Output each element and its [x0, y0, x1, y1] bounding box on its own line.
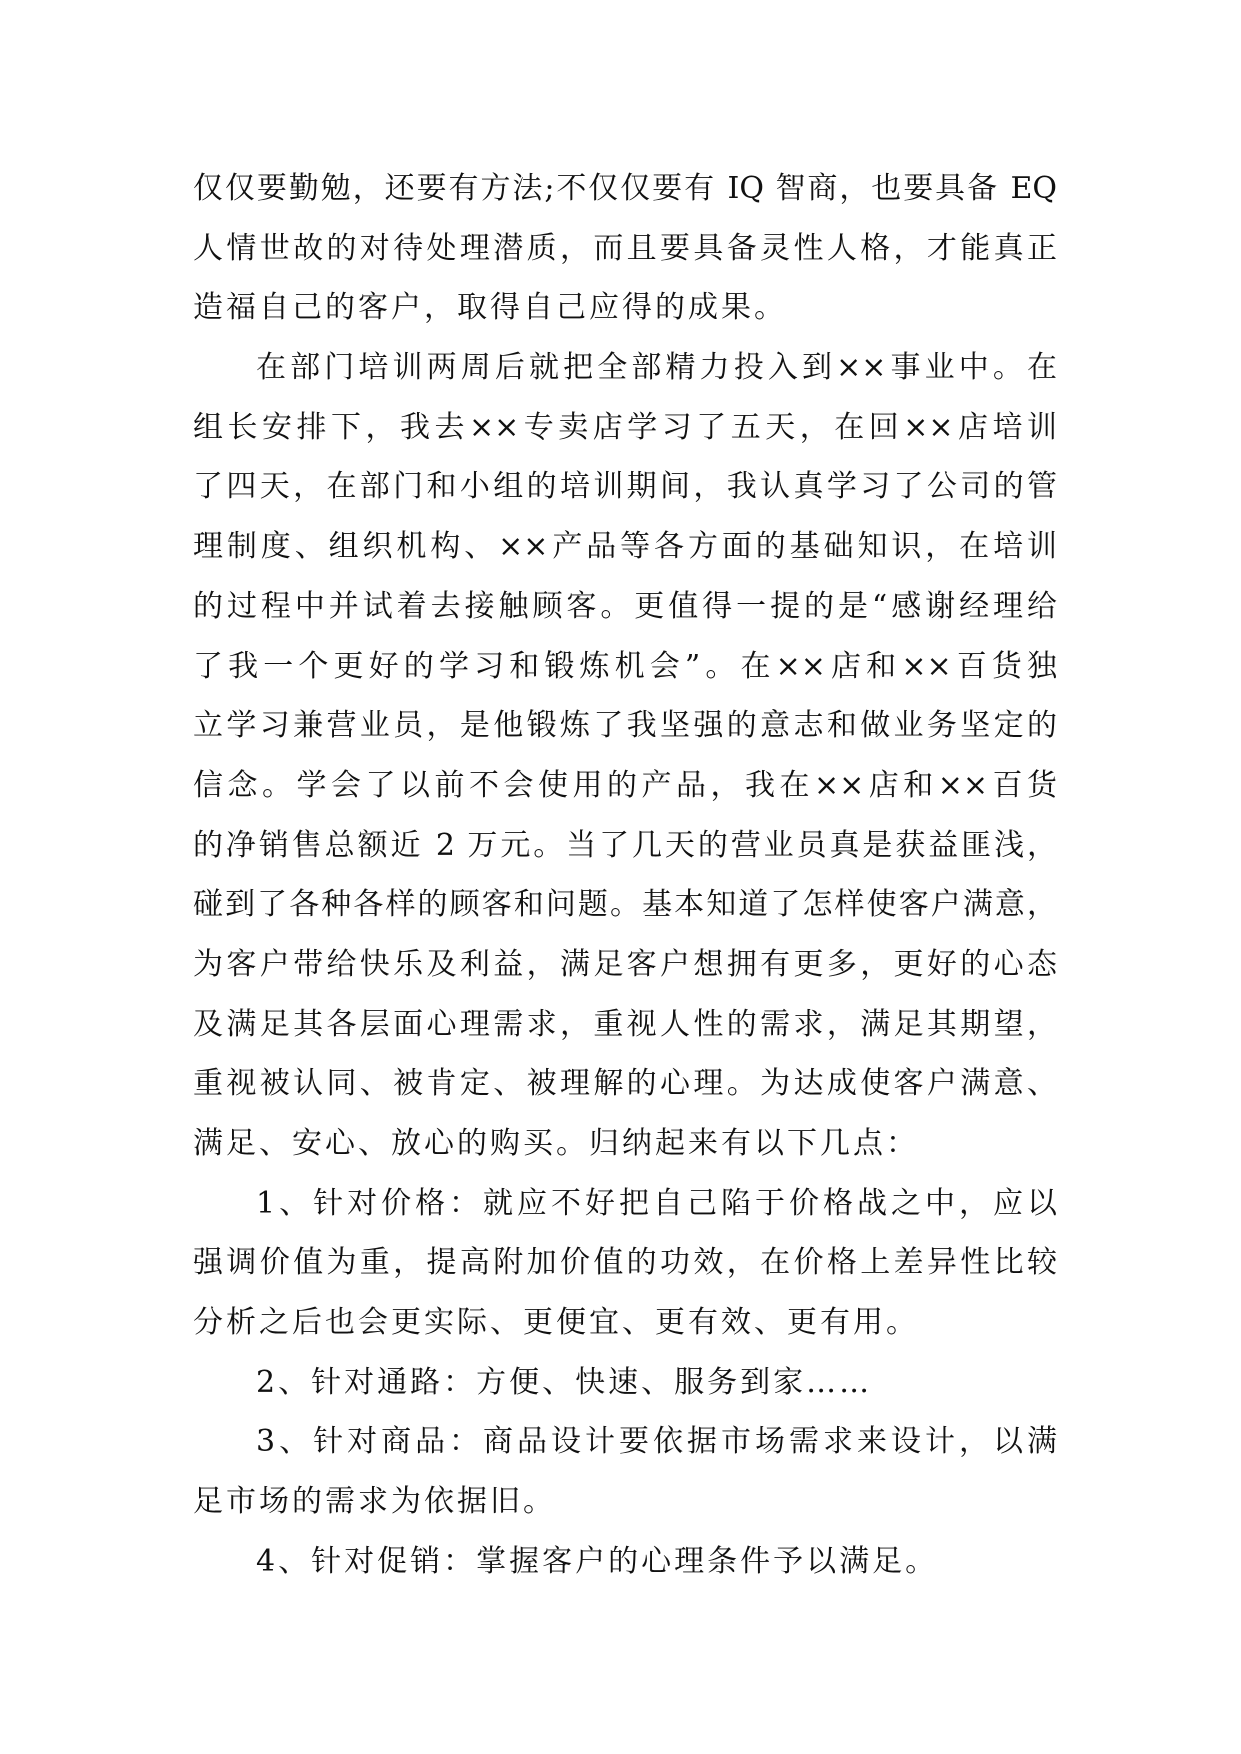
text-line: 重视被认同、被肯定、被理解的心理。为达成使客户满意、	[193, 1066, 1057, 1102]
text-line: 3、针对商品：商品设计要依据市场需求来设计，以满	[256, 1424, 1057, 1460]
paragraph	[193, 338, 1057, 1174]
paragraph	[193, 1532, 1057, 1592]
text-line: 了我一个更好的学习和锻炼机会”。在××店和××百货独	[193, 648, 1057, 684]
text-line: 造福自己的客户，取得自己应得的成果。	[193, 290, 787, 326]
text-line: 人情世故的对待处理潜质，而且要具备灵性人格，才能真正	[193, 230, 1057, 266]
text-line: 理制度、组织机构、××产品等各方面的基础知识，在培训	[193, 529, 1057, 565]
paragraph	[193, 1353, 1057, 1413]
paragraph	[193, 1412, 1057, 1531]
text-line: 为客户带给快乐及利益，满足客户想拥有更多，更好的心态	[193, 946, 1057, 982]
body-text	[193, 159, 1057, 1592]
text-line: 立学习兼营业员，是他锻炼了我坚强的意志和做业务坚定的	[193, 708, 1057, 744]
text-line: 在部门培训两周后就把全部精力投入到××事业中。在	[256, 350, 1057, 386]
text-line: 仅仅要勤勉，还要有方法;不仅仅要有 IQ 智商，也要具备 EQ	[193, 171, 1057, 206]
text-line: 碰到了各种各样的顾客和问题。基本知道了怎样使客户满意，	[193, 887, 1057, 923]
text-line: 4、针对促销：掌握客户的心理条件予以满足。	[256, 1543, 939, 1579]
text-line: 1、针对价格：就应不好把自己陷于价格战之中，应以	[256, 1185, 1057, 1221]
text-line: 分析之后也会更实际、更便宜、更有效、更有用。	[193, 1305, 919, 1341]
text-line: 满足、安心、放心的购买。归纳起来有以下几点：	[193, 1126, 919, 1161]
text-line: 及满足其各层面心理需求，重视人性的需求，满足其期望，	[193, 1006, 1057, 1042]
text-line: 足市场的需求为依据旧。	[193, 1484, 556, 1520]
text-line: 组长安排下，我去××专卖店学习了五天，在回××店培训	[193, 409, 1057, 445]
paragraph	[193, 1174, 1057, 1353]
text-line: 的过程中并试着去接触顾客。更值得一提的是“感谢经理给	[193, 588, 1057, 624]
text-line: 了四天，在部门和小组的培训期间，我认真学习了公司的管	[193, 469, 1057, 505]
text-line: 强调价值为重，提高附加价值的功效，在价格上差异性比较	[193, 1245, 1057, 1281]
text-line: 2、针对通路：方便、快速、服务到家……	[256, 1364, 873, 1400]
text-line: 信念。学会了以前不会使用的产品，我在××店和××百货	[193, 767, 1057, 803]
text-line: 的净销售总额近 2 万元。当了几天的营业员真是获益匪浅，	[193, 827, 1057, 863]
paragraph	[193, 159, 1057, 338]
